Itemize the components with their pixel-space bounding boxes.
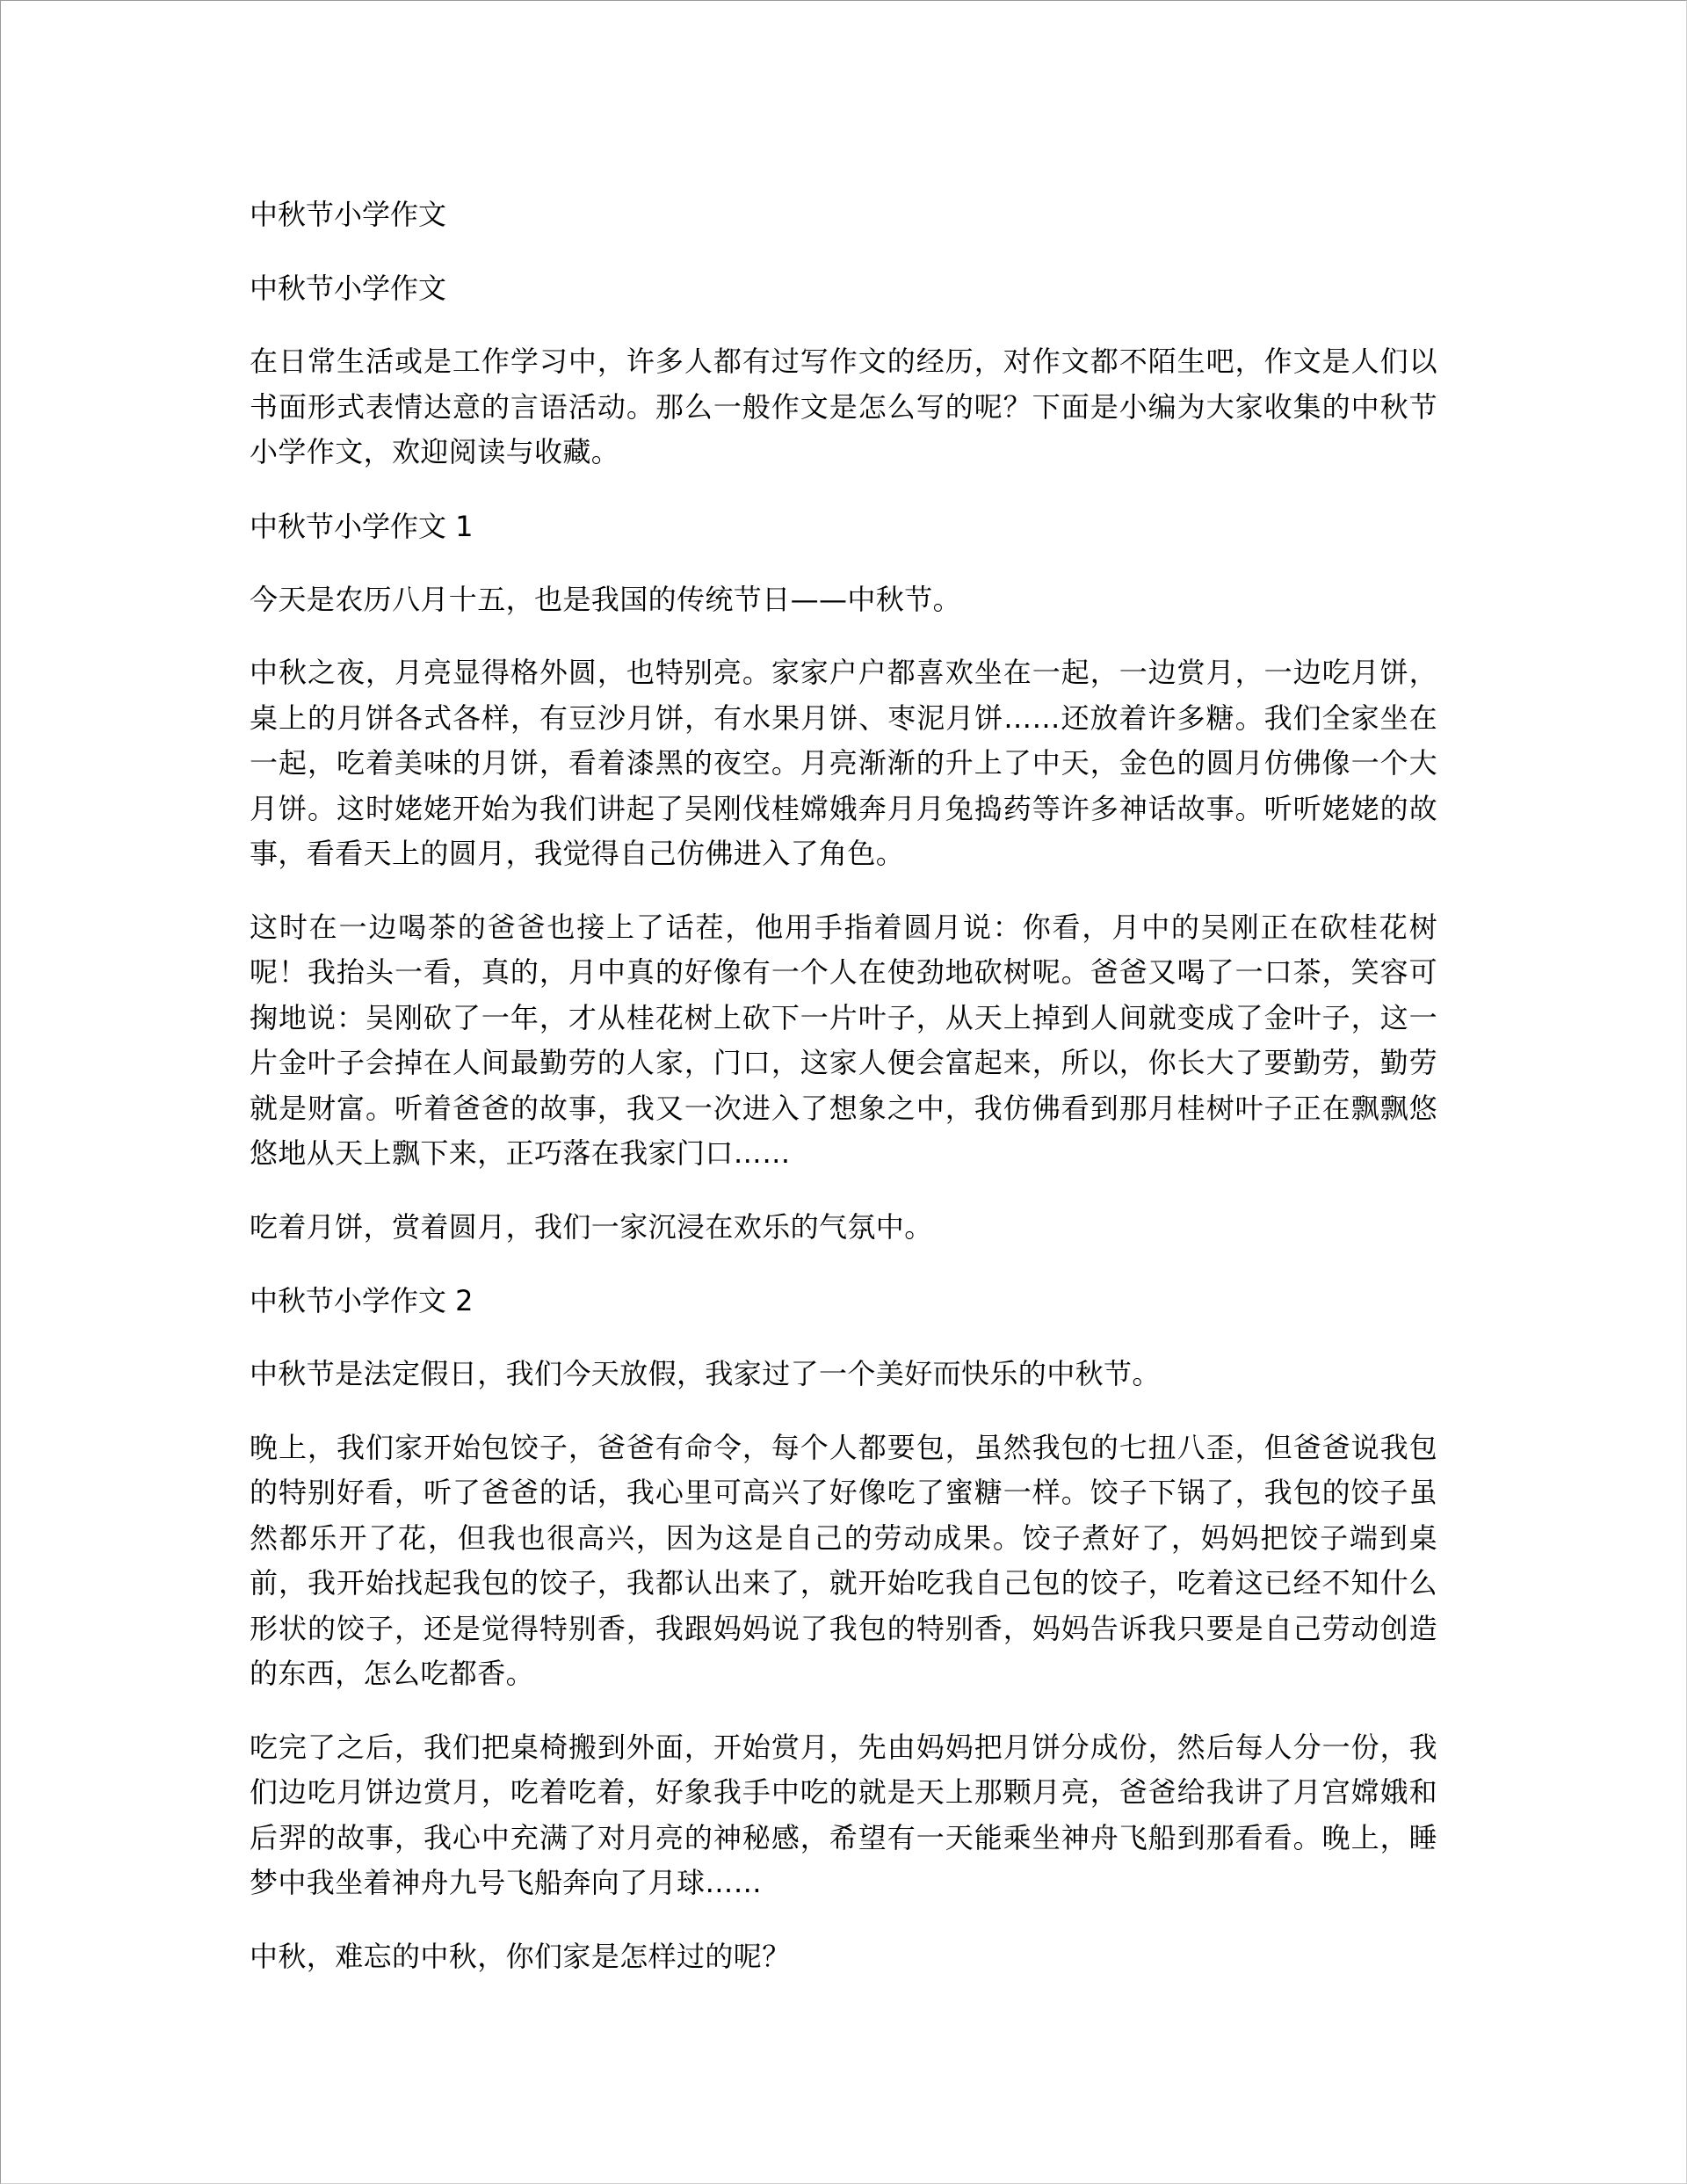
essay-2-paragraph: 晚上，我们家开始包饺子，爸爸有命令，每个人都要包，虽然我包的七扭八歪，但爸爸说我包的特别好看，听了爸爸的话，我心里可高兴了好像吃了蜜糖一样。饺子下锅了，我包的饺子虽然都乐开了花，但我也很高兴，因为这是自己的劳动成果。饺子煮好了，妈妈把饺子端到桌前，我开始找起我包的饺子，我都认出来了，就开始吃我自己包的饺子，吃着这已经不知什么形状的饺子，还是觉得特别香，我跟妈妈说了我包的特别香，妈妈告诉我只要是自己劳动创造的东西，怎么吃都香。 <box>250 1430 1437 1690</box>
essay-2-heading: 中秋节小学作文 2 <box>250 1284 474 1317</box>
essay-1-paragraph: 中秋之夜，月亮显得格外圆，也特别亮。家家户户都喜欢坐在一起，一边赏月，一边吃月饼，桌上的月饼各式各样，有豆沙月饼，有水果月饼、枣泥月饼……还放着许多糖。我们全家坐在一起，吃着美味的月饼，看着漆黑的夜空。月亮渐渐的升上了中天，金色的圆月仿佛像一个大月饼。这时姥姥开始为我们讲起了吴刚伐桂嫦娥奔月月兔捣药等许多神话故事。听听姥姥的故事，看看天上的圆月，我觉得自己仿佛进入了角色。 <box>250 656 1437 870</box>
essay-1-paragraph: 这时在一边喝茶的爸爸也接上了话茬，他用手指着圆月说：你看，月中的吴刚正在砍桂花树呢！我抬头一看，真的，月中真的好像有一个人在使劲地砍树呢。爸爸又喝了一口茶，笑容可掬地说：吴刚砍了一年，才从桂花树上砍下一片叶子，从天上掉到人间就变成了金叶子，这一片金叶子会掉在人间最勤劳的人家，门口，这家人便会富起来，所以，你长大了要勤劳，勤劳就是财富。听着爸爸的故事，我又一次进入了想象之中，我仿佛看到那月桂树叶子正在飘飘悠悠地从天上飘下来，正巧落在我家门口…… <box>250 910 1437 1170</box>
document-body <box>250 192 1437 2007</box>
essay-1-heading: 中秋节小学作文 1 <box>250 509 474 543</box>
essay-1-paragraph: 吃着月饼，赏着圆月，我们一家沉浸在欢乐的气氛中。 <box>250 1209 933 1244</box>
essay-1-paragraph: 今天是农历八月十五，也是我国的传统节日——中秋节。 <box>250 582 962 616</box>
essay-2-paragraph: 吃完了之后，我们把桌椅搬到外面，开始赏月，先由妈妈把月饼分成份，然后每人分一份，我们边吃月饼边赏月，吃着吃着，好象我手中吃的就是天上那颗月亮，爸爸给我讲了月宫嫦娥和后羿的故事，我心中充满了对月亮的神秘感，希望有一天能乘坐神舟飞船到那看看。晚上，睡梦中我坐着神舟九号飞船奔向了月球…… <box>250 1730 1437 1899</box>
intro-paragraph: 在日常生活或是工作学习中，许多人都有过写作文的经历，对作文都不陌生吧，作文是人们以书面形式表情达意的言语活动。那么一般作文是怎么写的呢？下面是小编为大家收集的中秋节小学作文，欢迎阅读与收藏。 <box>250 345 1437 468</box>
essay-2-paragraph: 中秋节是法定假日，我们今天放假，我家过了一个美好而快乐的中秋节。 <box>250 1357 1161 1390</box>
document-subtitle: 中秋节小学作文 <box>250 272 447 305</box>
document-title: 中秋节小学作文 <box>250 198 447 231</box>
closing-paragraph: 中秋，难忘的中秋，你们家是怎样过的呢？ <box>250 1939 791 1973</box>
